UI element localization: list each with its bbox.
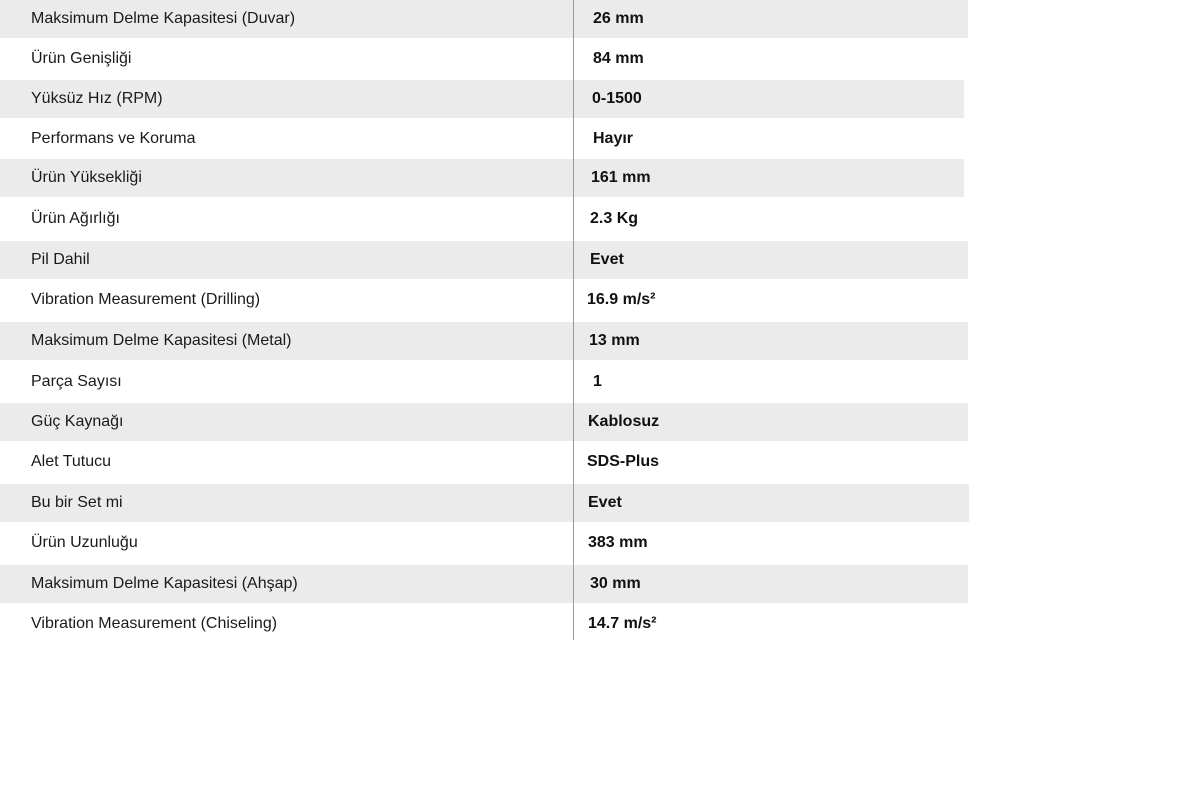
spec-value: 13 mm [589, 332, 640, 349]
table-row [0, 605, 968, 643]
table-row [0, 120, 968, 158]
column-divider [573, 0, 574, 640]
spec-label: Ürün Yüksekliği [31, 169, 142, 186]
table-row [0, 281, 968, 319]
spec-value: 30 mm [590, 575, 641, 592]
spec-value: 26 mm [593, 10, 644, 27]
spec-label: Güç Kaynağı [31, 413, 124, 430]
table-row [0, 443, 968, 481]
table-row [0, 524, 968, 562]
spec-label: Performans ve Koruma [31, 130, 196, 147]
spec-label: Maksimum Delme Kapasitesi (Ahşap) [31, 575, 298, 592]
spec-label: Alet Tutucu [31, 453, 112, 470]
spec-label: Vibration Measurement (Chiseling) [31, 615, 278, 632]
table-row [0, 484, 969, 522]
spec-value: 383 mm [588, 534, 648, 551]
table-row [0, 363, 968, 401]
spec-label: Pil Dahil [31, 251, 90, 268]
spec-label: Parça Sayısı [31, 373, 122, 390]
spec-label: Ürün Ağırlığı [31, 210, 120, 227]
spec-value: 0-1500 [592, 90, 642, 107]
spec-label: Ürün Genişliği [31, 50, 132, 67]
spec-label: Vibration Measurement (Drilling) [31, 291, 261, 308]
table-row [0, 403, 968, 441]
spec-value: Kablosuz [588, 413, 660, 430]
spec-value: SDS-Plus [587, 453, 660, 470]
table-row [0, 40, 968, 78]
spec-label: Maksimum Delme Kapasitesi (Metal) [31, 332, 292, 349]
spec-label: Yüksüz Hız (RPM) [31, 90, 163, 107]
table-row [0, 322, 968, 360]
spec-label: Bu bir Set mi [31, 494, 123, 511]
spec-value: 14.7 m/s² [588, 615, 657, 632]
spec-value: Evet [588, 494, 622, 511]
spec-value: Hayır [593, 130, 634, 147]
spec-label: Ürün Uzunluğu [31, 534, 138, 551]
table-row [0, 200, 968, 238]
spec-value: Evet [590, 251, 624, 268]
table-row [0, 159, 964, 197]
spec-value: 161 mm [591, 169, 651, 186]
spec-value: 2.3 Kg [590, 210, 639, 227]
table-row [0, 241, 968, 279]
table-row [0, 80, 964, 118]
table-row [0, 0, 968, 38]
spec-label: Maksimum Delme Kapasitesi (Duvar) [31, 10, 296, 27]
spec-value: 16.9 m/s² [587, 291, 656, 308]
spec-value: 1 [593, 373, 602, 390]
table-row [0, 565, 968, 603]
spec-value: 84 mm [593, 50, 644, 67]
